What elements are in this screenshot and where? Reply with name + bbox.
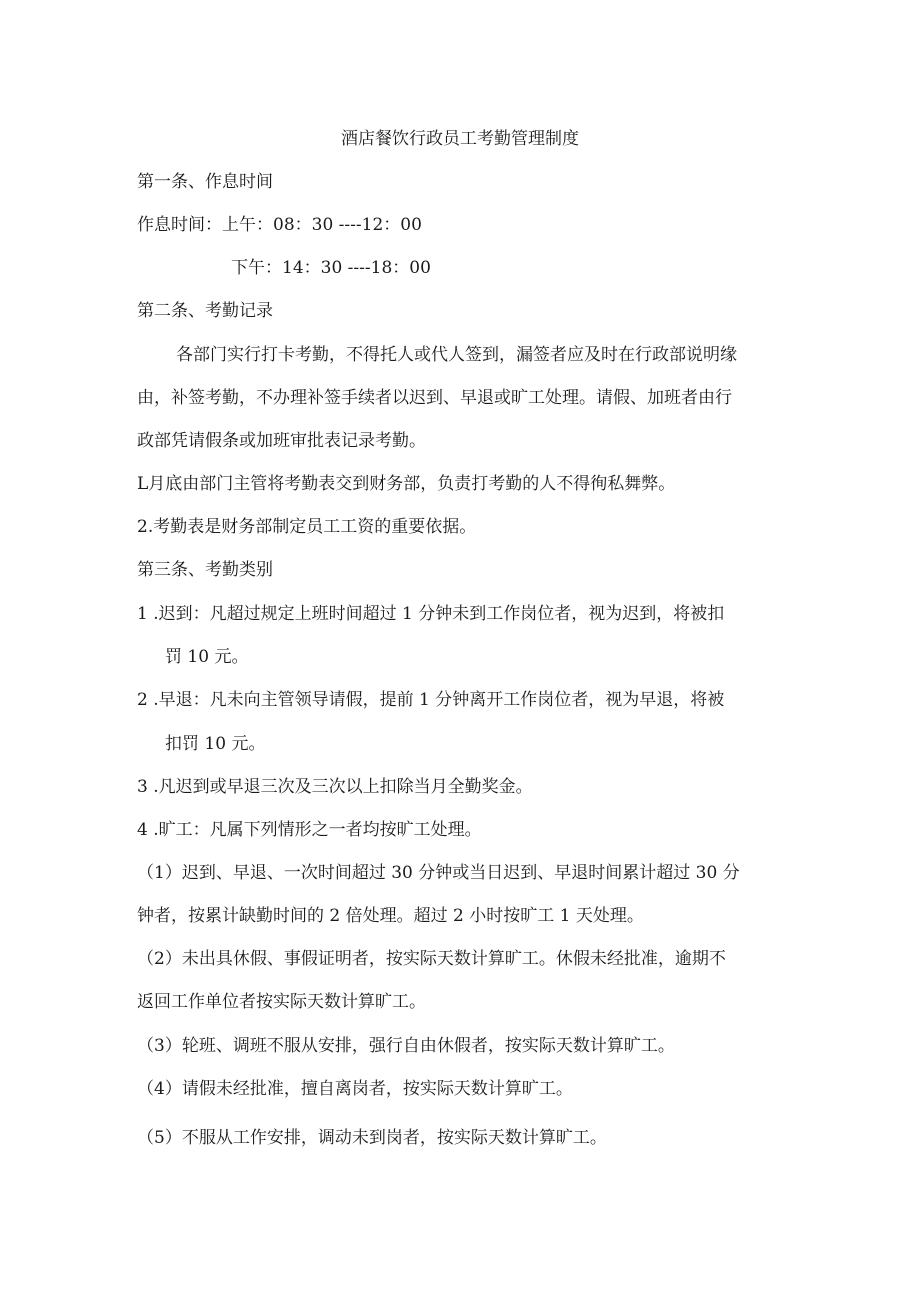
paragraph-line: L月底由部门主管将考勤表交到财务部，负责打考勤的人不得徇私舞弊。 [137, 474, 676, 494]
sub-item: （4）请假未经批准，擅自离岗者，按实际天数计算旷工。 [137, 1079, 573, 1099]
list-item: 4 .旷工：凡属下列情形之一者均按旷工处理。 [137, 820, 482, 840]
list-item: 1 .迟到：凡超过规定上班时间超过 1 分钟未到工作岗位者，视为迟到，将被扣 [137, 604, 725, 624]
sub-item: （3）轮班、调班不服从安排，强行自由休假者，按实际天数计算旷工。 [137, 1036, 675, 1056]
paragraph-line: 2.考勤表是财务部制定员工工资的重要依据。 [137, 517, 477, 537]
list-item-continuation: 扣罚 10 元。 [165, 734, 266, 754]
section-2-heading: 第二条、考勤记录 [137, 301, 273, 321]
doc-title: 酒店餐饮行政员工考勤管理制度 [341, 129, 579, 149]
work-hours-morning: 作息时间：上午：08：30 ----12：00 [137, 215, 422, 235]
paragraph-line: 各部门实行打卡考勤，不得托人或代人签到，漏签者应及时在行政部说明缘 [176, 345, 737, 365]
sub-item: （2）未出具休假、事假证明者，按实际天数计算旷工。休假未经批准，逾期不 [137, 949, 726, 969]
sub-item: （5）不服从工作安排，调动未到岗者，按实际天数计算旷工。 [137, 1128, 607, 1148]
list-item: 2 .早退：凡未向主管领导请假，提前 1 分钟离开工作岗位者，视为早退，将被 [137, 690, 725, 710]
list-item-continuation: 罚 10 元。 [165, 647, 249, 667]
sub-item-continuation: 返回工作单位者按实际天数计算旷工。 [137, 992, 426, 1012]
section-1-heading: 第一条、作息时间 [137, 172, 273, 192]
work-hours-afternoon: 下午：14：30 ----18：00 [231, 258, 431, 278]
section-3-heading: 第三条、考勤类别 [137, 560, 273, 580]
sub-item: （1）迟到、早退、一次时间超过 30 分钟或当日迟到、早退时间累计超过 30 分 [137, 863, 740, 883]
sub-item-continuation: 钟者，按累计缺勤时间的 2 倍处理。超过 2 小时按旷工 1 天处理。 [137, 906, 644, 926]
paragraph-line: 由，补签考勤，不办理补签手续者以迟到、早退或旷工处理。请假、加班者由行 [137, 388, 732, 408]
paragraph-line: 政部凭请假条或加班审批表记录考勤。 [137, 431, 426, 451]
list-item: 3 .凡迟到或早退三次及三次以上扣除当月全勤奖金。 [137, 777, 533, 797]
